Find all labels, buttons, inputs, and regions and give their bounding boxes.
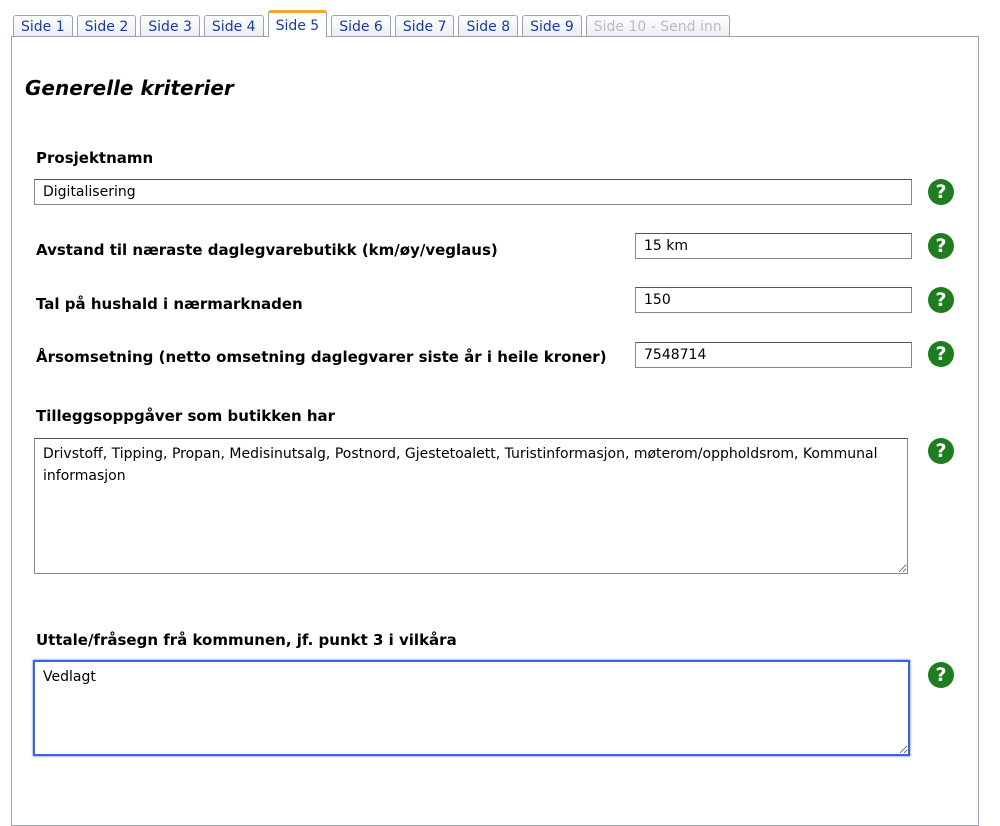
tab-side-8[interactable]: Side 8 xyxy=(458,15,518,37)
hushald-label: Tal på hushald i nærmarknaden xyxy=(36,295,303,313)
tab-side-7[interactable]: Side 7 xyxy=(395,15,455,37)
tab-side-1[interactable]: Side 1 xyxy=(13,15,73,37)
prosjektnamn-label: Prosjektnamn xyxy=(36,149,154,167)
section-title: Generelle kriterier xyxy=(25,76,234,100)
tillegg-label: Tilleggsoppgåver som butikken har xyxy=(36,407,336,425)
omsetning-help-icon[interactable]: ? xyxy=(928,341,954,367)
prosjektnamn-input[interactable] xyxy=(34,179,912,205)
tab-side-3[interactable]: Side 3 xyxy=(140,15,200,37)
tab-side-6[interactable]: Side 6 xyxy=(331,15,391,37)
hushald-input[interactable] xyxy=(635,287,912,313)
tab-side-9[interactable]: Side 9 xyxy=(522,15,582,37)
tillegg-help-icon[interactable]: ? xyxy=(928,438,954,464)
uttale-label: Uttale/fråsegn frå kommunen, jf. punkt 3 i vilkåra xyxy=(36,631,457,649)
avstand-input[interactable] xyxy=(635,233,912,259)
avstand-label: Avstand til næraste daglegvarebutikk (km/øy/veglaus) xyxy=(36,241,498,259)
omsetning-label: Årsomsetning (netto omsetning daglegvarer siste år i heile kroner) xyxy=(36,348,607,366)
uttale-textarea[interactable] xyxy=(33,660,910,756)
avstand-help-icon[interactable]: ? xyxy=(928,233,954,259)
tab-side-10-send-inn: Side 10 - Send inn xyxy=(586,15,730,37)
tab-side-5[interactable]: Side 5 xyxy=(268,10,328,37)
tab-side-2[interactable]: Side 2 xyxy=(77,15,137,37)
prosjektnamn-help-icon[interactable]: ? xyxy=(928,179,954,205)
page-tabs xyxy=(13,10,730,37)
omsetning-input[interactable] xyxy=(635,342,912,368)
hushald-help-icon[interactable]: ? xyxy=(928,287,954,313)
uttale-help-icon[interactable]: ? xyxy=(928,662,954,688)
tab-side-4[interactable]: Side 4 xyxy=(204,15,264,37)
tillegg-textarea[interactable] xyxy=(34,438,908,574)
